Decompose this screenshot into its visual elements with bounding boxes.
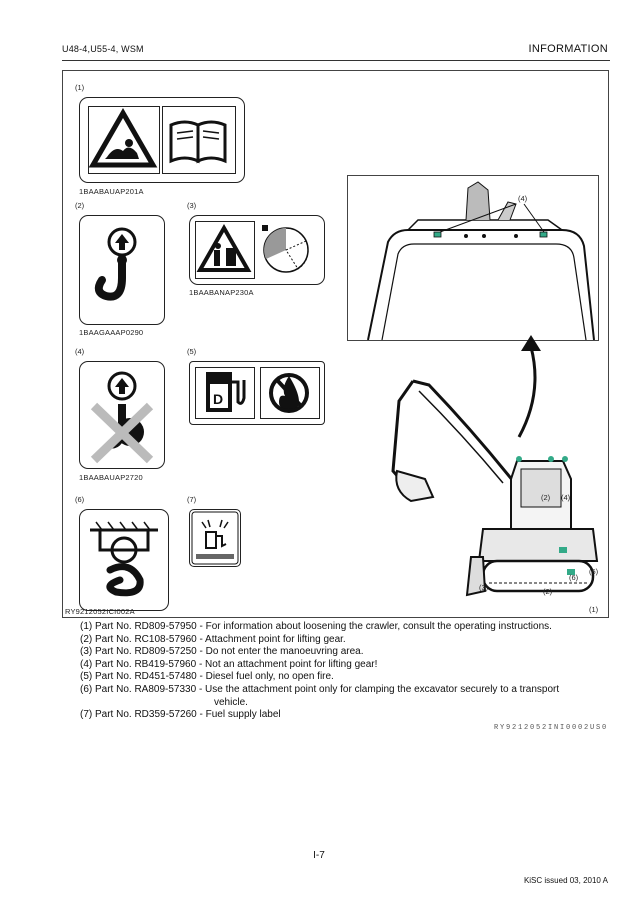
caption-7: (7) Part No. RD359-57260 - Fuel supply label xyxy=(80,709,281,721)
crush-warning-icon xyxy=(88,106,160,174)
label-captions xyxy=(80,621,610,722)
fuel-supply-sign xyxy=(189,509,241,567)
header-rule xyxy=(62,60,610,61)
page-number: I-7 xyxy=(313,850,325,861)
cab-detail-view xyxy=(347,175,599,341)
safety-label-figure xyxy=(62,70,609,618)
crawler-warning-sign xyxy=(79,97,245,183)
svg-text:D: D xyxy=(213,391,224,407)
manoeuvring-area-sign xyxy=(189,215,325,285)
lifting-point-sign xyxy=(79,215,165,325)
label-2-code: 1BAAGAAAP0290 xyxy=(79,328,144,337)
diesel-fuel-sign xyxy=(189,361,325,425)
machine-callout-4: (4) xyxy=(561,493,571,502)
model-header: U48-4,U55-4, WSM xyxy=(62,44,144,54)
machine-callout-3: (3) xyxy=(479,583,489,592)
swing-area-icon xyxy=(258,221,318,279)
section-title: INFORMATION xyxy=(528,43,608,55)
fuel-pump-icon xyxy=(195,367,255,419)
machine-callout-2b: (2) xyxy=(543,587,553,596)
label-3-code: 1BAABANAP230A xyxy=(189,288,254,297)
cab-callout-4: (4) xyxy=(518,194,528,203)
caption-5: (5) Part No. RD451-57480 - Diesel fuel only, no open fire. xyxy=(80,671,334,683)
caption-1: (1) Part No. RD809-57950 - For information about loosening the crawler, consult the operating instructions. xyxy=(80,621,552,632)
caption-6-continued: vehicle. xyxy=(214,696,248,708)
crush-zone-icon xyxy=(195,221,255,279)
tie-down-sign xyxy=(79,509,169,611)
caption-4: (4) Part No. RB419-57960 - Not an attachment point for lifting gear! xyxy=(80,658,378,670)
manual-book-icon xyxy=(162,106,236,174)
not-lifting-point-sign xyxy=(79,361,165,469)
excavator-side-view xyxy=(363,361,603,614)
machine-callout-6: (6) xyxy=(569,573,579,582)
label-4-code: 1BAABAUAP2720 xyxy=(79,473,143,482)
figure-id: RY9212052ICI002A xyxy=(65,607,135,616)
machine-callout-1: (1) xyxy=(589,605,599,614)
caption-6: (6) Part No. RA809-57330 - Use the attachment point only for clamping the excavator securely to a transport xyxy=(80,683,560,695)
caption-3: (3) Part No. RD809-57250 - Do not enter the manoeuvring area. xyxy=(80,646,364,658)
machine-callout-2: (2) xyxy=(541,493,551,502)
label-1-marker: (1) xyxy=(75,83,85,92)
machine-callout-5: (5) xyxy=(589,567,599,576)
label-7-marker: (7) xyxy=(187,495,197,504)
issue-note: KiSC issued 03, 2010 A xyxy=(523,876,608,885)
label-5-marker: (5) xyxy=(187,347,197,356)
label-1-code: 1BAABAUAP201A xyxy=(79,187,144,196)
label-3-marker: (3) xyxy=(187,201,197,210)
reference-code: RY9212052INI0002US0 xyxy=(493,724,608,732)
label-2-marker: (2) xyxy=(75,201,85,210)
caption-2: (2) Part No. RC108-57960 - Attachment point for lifting gear. xyxy=(80,633,346,645)
label-6-marker: (6) xyxy=(75,495,85,504)
no-open-fire-icon xyxy=(260,367,320,419)
label-4-marker: (4) xyxy=(75,347,85,356)
